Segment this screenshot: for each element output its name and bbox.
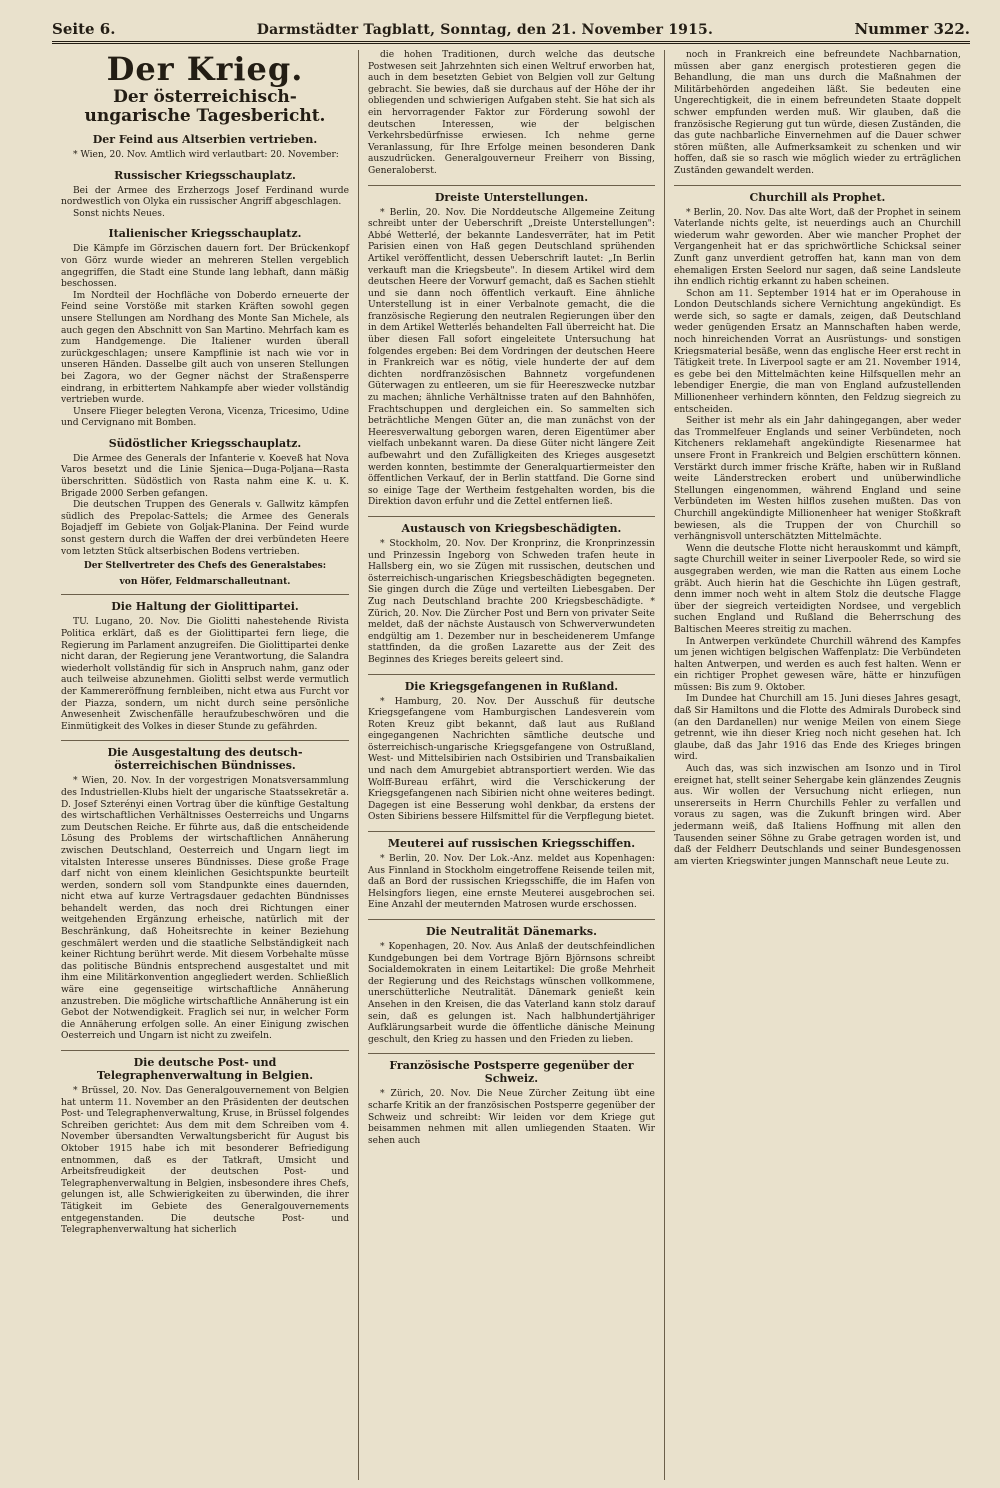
signature-name: von Höfer, Feldmarschalleutnant. (119, 575, 291, 587)
article-paragraph: Im Dundee hat Churchill am 15. Juni dieses Jahres gesagt, daß Sir Hamiltons und die Flotte des Admirals Durobeck sind (an den Dardanellen) nur wenige Meilen von einem Siege getrennt, wie ihn dieser Krieg noch nicht gesehen hat. Ich glaube, daß das Jahr 1916 das Ende des Krieges bringen wird. (673, 694, 961, 763)
article-paragraph: Schon am 11. September 1914 hat er im Operahouse in London Deutschlands sichere Vernichtung angekündigt. Es werde sich, so sagte er damals, zeigen, daß Deutschland weder genügenden Ersatz an Mannschaften haben werde, noch hinreichenden Vorrat an Ausrüstungs- und sonstigen Kriegsmaterial besäße, wenn das englische Heer erst recht in Tätigkeit trete. In Liverpool sagte er am 21. November 1914, es gebe bei den Mittelmächten keine Hilfsquellen mehr an lebendiger Energie, die man von England aufzustellenden Millionenheer verhindern könnten, den Feldzug siegreich zu entscheiden. (673, 288, 961, 415)
section-heading: Die Kriegsgefangenen in Rußland. (368, 674, 655, 693)
article-paragraph: Wenn die deutsche Flotte nicht herauskommt und kämpft, sagte Churchill weiter in seiner Liverpooler Rede, so wird sie ausgegraben werden, wie man die Ratten aus einem Loche gräbt. Auch hierin hat die Geschichte ihn Lügen gestraft, denn immer noch weht in altem Stolz die deutsche Flagge über der siegreich verteidigten Nordsee, und vergeblich suchen England und Rußland die Beherrschung des Baltischen Meeres streitig zu machen. (673, 543, 961, 635)
article-paragraph: Die Armee des Generals der Infanterie v. Koeveß hat Nova Varos besetzt und die Linie Sjenica—Duga-Poljana—Rasta überschritten. Südöstlich von Rasta nahm eine K. u. K. Brigade 2000 Serben gefangen. (61, 453, 349, 499)
column-2 (358, 50, 664, 1480)
article-paragraph: In Antwerpen verkündete Churchill während des Kampfes um jenen wichtigen belgischen Waffenplatz: Die Verbündeten halten Antwerpen, und werden es auch fest halten. Wenn er ein richtiger Prophet gewesen wäre, hätte er hinzufügen müssen: Bis zum 9. Oktober. (673, 636, 961, 693)
column-3 (664, 50, 970, 1480)
column-1 (52, 50, 358, 1480)
article-paragraph: * Wien, 20. Nov. In der vorgestrigen Monatsversammlung des Industriellen-Klubs hielt der ungarische Staatssekretär a. D. Josef Szterényi einen Vortrag über die künftige Gestaltung des wirtschaftlichen Verhältnisses Oesterreichs und Ungarns zum Deutschen Reiche. Er führte aus, daß die entscheidende Lösung des Problems der wirtschaftlichen Annäherung zwischen Deutschland, Oesterreich und Ungarn liegt im vitalsten Interesse unseres Bündnisses. Diese große Frage darf nicht von einem kleinlichen Gesichtspunkte beurteilt werden, sondern soll vom Standpunkte eines dauernden, nicht etwa auf kurze Vertragsdauer gedachten Bündnisses behandelt werden, das noch drei Richtungen einer weitgehenden Ergänzung erheische, natürlich mit der Beschränkung, daß Hoheitsrechte in keiner Beziehung geschmälert werden und die staatliche Selbständigkeit nach keiner Richtung berührt werde. Mit diesem Vorbehalte müsse das politische Bündnis entsprechend ausgestaltet und mit ihm eine Militärkonvention angegliedert werden. Schließlich wäre eine gegenseitige wirtschaftliche Annäherung anzustreben. Die mögliche wirtschaftliche Annäherung ist ein Gebot der Notwendigkeit. Fraglich sei nur, in welcher Form die Annäherung erfolgen solle. An einer Einigung zwischen Oesterreich und Ungarn ist nicht zu zweifeln. (61, 776, 349, 1042)
issue-number: Nummer 322. (854, 20, 970, 38)
section-heading: Meuterei auf russischen Kriegsschiffen. (368, 831, 655, 850)
article-paragraph: Sonst nichts Neues. (73, 208, 165, 219)
section-heading: Die Haltung der Giolittipartei. (61, 594, 349, 613)
page-number: Seite 6. (52, 20, 116, 38)
article-paragraph: * Kopenhagen, 20. Nov. Aus Anlaß der deutschfeindlichen Kundgebungen bei dem Vortrage Björn Björnsons schreibt Socialdemokraten in einem Leitartikel: Die große Mehrheit der Regierung und des Reichstags wünschen vollkommene, unerschütterliche Neutralität. Dänemark genießt kein Ansehen in den Kreisen, die das Vaterland kann stolz darauf sein, daß es gelungen ist. Nach halbhundertjähriger Aufklärungsarbeit wurde die öffentliche dänische Meinung geschult, den Krieg zu hassen und den Frieden zu lieben. (367, 942, 655, 1045)
section-heading: Italienischer Kriegsschauplatz. (108, 227, 302, 241)
masthead (52, 20, 970, 44)
section-heading: Die deutsche Post- und Telegraphenverwaltung in Belgien. (61, 1050, 349, 1082)
article-paragraph: * Wien, 20. Nov. Amtlich wird verlautbart: 20. November: (73, 150, 339, 160)
article-paragraph: Die deutschen Truppen des Generals v. Gallwitz kämpfen südlich des Prepolac-Sattels; die Armee des Generals Bojadjeff im Gebiete von Goljak-Planina. Der Feind wurde sonst gestern durch die Waffen der drei verbündeten Heere vom letzten Stück altserbischen Bodens vertrieben. (61, 500, 349, 557)
article-paragraph: * Hamburg, 20. Nov. Der Ausschuß für deutsche Kriegsgefangene vom Hamburgischen Landesverein vom Roten Kreuz gibt bekannt, daß laut aus Rußland eingegangenen Nachrichten sämtliche deutsche und österreichisch-ungarische Kriegsgefangene von Ostrußland, West- und Mittelsibirien nach Ostsibirien und Transbaikalien und nach dem Amurgebiet abtransportiert werden. Wie das Wolff-Bureau erfährt, wird die Verschickerung der Kriegsgefangenen nach Sibirien nicht ohne weiteres bedingt. Dagegen ist eine Besserung wohl denkbar, da erstens der Osten Sibiriens bessere Hilfsmittel für die Verpflegung bietet. (367, 696, 655, 823)
article-paragraph: * Berlin, 20. Nov. Das alte Wort, daß der Prophet in seinem Vaterlande nichts gelte, ist neuerdings auch an Churchill wiederum wahr geworden. Aber wie mancher Prophet der Vergangenheit hat er das sprichwörtliche Schicksal seiner Zunft ganz unverdient getroffen hat, kann man von dem ehemaligen Ersten Seelord nur sagen, daß seine Landsleute ihn endlich richtig erkannt zu haben scheinen. (673, 207, 961, 288)
article-paragraph: TU. Lugano, 20. Nov. Die Giolitti nahestehende Rivista Politica erklärt, daß es der Giolittipartei fern liege, die Regierung im Parlament anzugreifen. Die Giolittipartei denke nicht daran, der Regierung jene Verantwortung, die Salandra wiederholt vollständig für sich in Anspruch nahm, ganz oder auch teilweise abzunehmen. Giolitti selbst werde vermutlich der Kammereröffnung fernbleiben, nicht etwa aus Furcht vor der Piazza, sondern, um nicht durch seine persönliche Anwesenheit Zwischenfälle heraufzubeschwören und die Einmütigkeit des Volkes in dieser Stunde zu gefährden. (61, 617, 349, 732)
newspaper-title-date: Darmstädter Tagblatt, Sonntag, den 21. November 1915. (256, 22, 714, 38)
article-paragraph: * Zürich, 20. Nov. Die Neue Zürcher Zeitung übt eine scharfe Kritik an der französischen Postsperre gegenüber der Schweiz und schreibt: Wir leiden vor dem Kriege gut beisammen nehmen mit allen umliegenden Staaten. Wir sehen auch (367, 1089, 655, 1146)
article-paragraph: Seither ist mehr als ein Jahr dahingegangen, aber weder das Trommelfeuer Englands und seiner Verbündeten, noch Kitcheners reklamehaft angekündigte Riesenarmee hat unsere Front in Frankreich und Belgien erschüttern können. Verstärkt durch immer frische Kräfte, haben wir in Rußland weite Länderstrecken erobert und unüberwindliche Stellungen eingenommen, während England und seine Verbündeten im Westen hilflos zusehen mußten. Das von Churchill angekündigte Millionenheer hat weniger Stoßkraft bewiesen, als die Truppen der von Churchill so verhängnisvoll unterschätzten Mittelmächte. (673, 416, 961, 543)
article-paragraph: Unsere Flieger belegten Verona, Vicenza, Tricesimo, Udine und Cervignano mit Bomben. (61, 406, 349, 429)
article-paragraph: Bei der Armee des Erzherzogs Josef Ferdinand wurde nordwestlich von Olyka ein russischer Angriff abgeschlagen. (61, 185, 349, 208)
section-heading: Die Neutralität Dänemarks. (368, 919, 655, 938)
section-heading: Südöstlicher Kriegsschauplatz. (108, 436, 302, 450)
article-paragraph: * Berlin, 20. Nov. Die Norddeutsche Allgemeine Zeitung schreibt unter der Ueberschrift „Dreiste Unterstellungen": Abbé Wetterlé, der bekannte Landesverräter, hat im Petit Parisien einen von Haß gegen Deutschland sprühenden Artikel veröffentlicht, dessen Ueberschrift lautet: „In Berlin verkauft man die Kriegsbeute". In diesem Artikel wird dem deutschen Heere der Vorwurf gemacht, daß es Sachen stiehlt und sie dann noch öffentlich verkauft. Eine ähnliche Unterstellung ist in einer Verbalnote gemacht, die die französische Regierung den neutralen Regierungen über den in dem Artikel Wetterlés behandelten Fall überreicht hat. Die über diesen Fall sofort eingeleitete Untersuchung hat folgendes ergeben: Bei dem Vordringen der deutschen Heere in Frankreich war es nötig, viele hunderte der auf dem dichten nordfranzösischen Bahnnetz vorgefundenen Güterwagen zu entleeren, um sie für Heereszwecke nutzbar zu machen; ähnliche Verhältnisse traten auf den Bahnhöfen, Frachtschuppen und dergleichen ein. So sammelten sich beträchtliche Mengen Güter an, die man zunächst von der Heeresverwaltung geborgen waren, deren Eigentümer aber vielfach unbekannt waren. Da diese Güter nicht längere Zeit aufbewahrt und den Zufälligkeiten des Krieges ausgesetzt werden konnten, bestimmte der Generalquartiermeister den öffentlichen Verkauf, der in Berlin stattfand. Die Gorne sind so einige Tage der Wertheim festgehalten worden, bis die Direktion davon erfuhr und die Zettel entfernen ließ. (367, 207, 655, 508)
article-paragraph: * Stockholm, 20. Nov. Der Kronprinz, die Kronprinzessin und Prinzessin Ingeborg von Schweden trafen heute in Hallsberg ein, wo sie Zügen mit russischen, deutschen und österreichisch-ungarischen Kriegsbeschädigten begegneten. Sie gingen durch die Züge und verteilten Liebesgaben. Der Zug nach Deutschland brachte 200 Kriegsbeschädigte. * Zürich, 20. Nov. Die Zürcher Post und Bern von privater Seite meldet, daß der nächste Austausch von Schwerverwundeten endgültig am 1. Dezember nur in bescheidenerem Umfange stattfinden, da die großen Lazarette aus der Zeit des Beginnes des Krieges bereits geleert sind. (367, 538, 655, 665)
section-heading: Austausch von Kriegsbeschädigten. (368, 516, 655, 535)
section-heading: Die Ausgestaltung des deutsch-österreichischen Bündnisses. (61, 740, 349, 772)
article-paragraph: * Brüssel, 20. Nov. Das Generalgouvernement von Belgien hat unterm 11. November an den Präsidenten der deutschen Post- und Telegraphenverwaltung, Kruse, in Brüssel folgendes Schreiben gerichtet: Aus dem mit dem Schreiben vom 4. November übersandten Verwaltungsbericht für August bis Oktober 1915 habe ich mit besonderer Befriedigung entnommen, daß es der Tatkraft, Umsicht und Arbeitsfreudigkeit der deutschen Post- und Telegraphenverwaltung in Belgien, insbesondere ihres Chefs, gelungen ist, alle Schwierigkeiten zu überwinden, die ihrer Tätigkeit im Gebiete des Generalgouvernements entgegenstanden. Die deutsche Post- und Telegraphenverwaltung hat sicherlich (61, 1086, 349, 1236)
article-paragraph: noch in Frankreich eine befreundete Nachbarnation, müssen aber ganz energisch protestieren gegen die Behandlung, die man uns durch die Maßnahmen der Militärbehörden angedeihen läßt. Sie bedeuten eine Ungerechtigkeit, die in einem befreundeten Staate doppelt schwer empfunden werden muß. Wir glauben, daß die französische Regierung gut tun würde, diesen Zuständen, die das gute nachbarliche Einvernehmen auf die Dauer schwer stören müßten, alle Aufmerksamkeit zu schenken und wir hoffen, daß sie so rasch wie möglich wieder zu erträglichen Zuständen gewandelt werden. (673, 50, 961, 176)
section-heading: Russischer Kriegsschauplatz. (114, 168, 296, 182)
section-heading: Französische Postsperre gegenüber der Schweiz. (368, 1053, 655, 1085)
article-paragraph: die hohen Traditionen, durch welche das deutsche Postwesen seit Jahrzehnten sich einen Weltruf erworben hat, auch in dem besetzten Gebiet von Belgien voll zur Geltung gebracht. Sie bewies, daß sie durchaus auf der Höhe der ihr obliegenden und schwierigen Aufgaben steht. Sie hat sich als ein hervorragender Faktor zur Förderung sowohl der deutschen Interessen, wie der belgischen Verkehrsbedürfnisse erwiesen. Ich nehme gerne Veranlassung, für Ihre Erfolge meinen besonderen Dank auszudrücken. Generalgouverneur Freiherr von Bissing, Generaloberst. (367, 50, 655, 176)
section-heading: Dreiste Unterstellungen. (368, 185, 655, 204)
article-paragraph: Auch das, was sich inzwischen am Isonzo und in Tirol ereignet hat, stellt seiner Sehergabe kein glänzendes Zeugnis aus. Wir wollen der Versuchung nicht erliegen, nun unsererseits in Herrn Churchills Fehler zu verfallen und voraus zu sagen, was die Zukunft bringen wird. Aber jedermann weiß, daß Italiens Hoffnung mit allen den Tausenden seiner Söhne zu Grabe getragen worden ist, und daß der Feldherr Deutschlands und seiner Bundesgenossen am vierten Kriegswinter jungen Mannschaft neue Leute zu. (673, 764, 961, 867)
article-paragraph: Im Nordteil der Hochfläche von Doberdo erneuerte der Feind seine Vorstöße mit starken Kräften sowohl gegen unsere Stellungen am Nordhang des Monte San Michele, als auch gegen den Abschnitt von San Martino. Mehrfach kam es zum Handgemenge. Die Italiener wurden überall zurückgeschlagen; unsere Kampflinie ist nach wie vor in unseren Händen. Dasselbe gilt auch von unseren Stellungen bei Zagora, wo der Gegner nächst der Straßensperre eindrang, in erbittertem Nahkampfe aber wieder vollständig vertrieben wurde. (61, 290, 349, 406)
section-heading: Churchill als Prophet. (674, 185, 961, 204)
signature-line: Der Stellvertreter des Chefs des Generalstabes: (83, 560, 327, 572)
section-heading: Der Feind aus Altserbien vertrieben. (92, 133, 318, 146)
article-paragraph: Die Kämpfe im Görzischen dauern fort. Der Brückenkopf von Görz wurde wieder an mehreren Stellen vergeblich angegriffen, die Stadt eine Stunde lang lebhaft, dann mäßig beschossen. (61, 244, 349, 290)
main-headline: Der Krieg. (106, 50, 304, 88)
report-headline: Der österreichisch-ungarische Tagesbericht. (84, 87, 326, 126)
article-paragraph: * Berlin, 20. Nov. Der Lok.-Anz. meldet aus Kopenhagen: Aus Finnland in Stockholm eingetroffene Reisende teilen mit, daß an Bord der russischen Kriegsschiffe, die im Hafen von Helsingfors liegen, eine ernste Meuterei ausgebrochen sei. Eine Anzahl der meuternden Matrosen wurde erschossen. (367, 854, 655, 911)
